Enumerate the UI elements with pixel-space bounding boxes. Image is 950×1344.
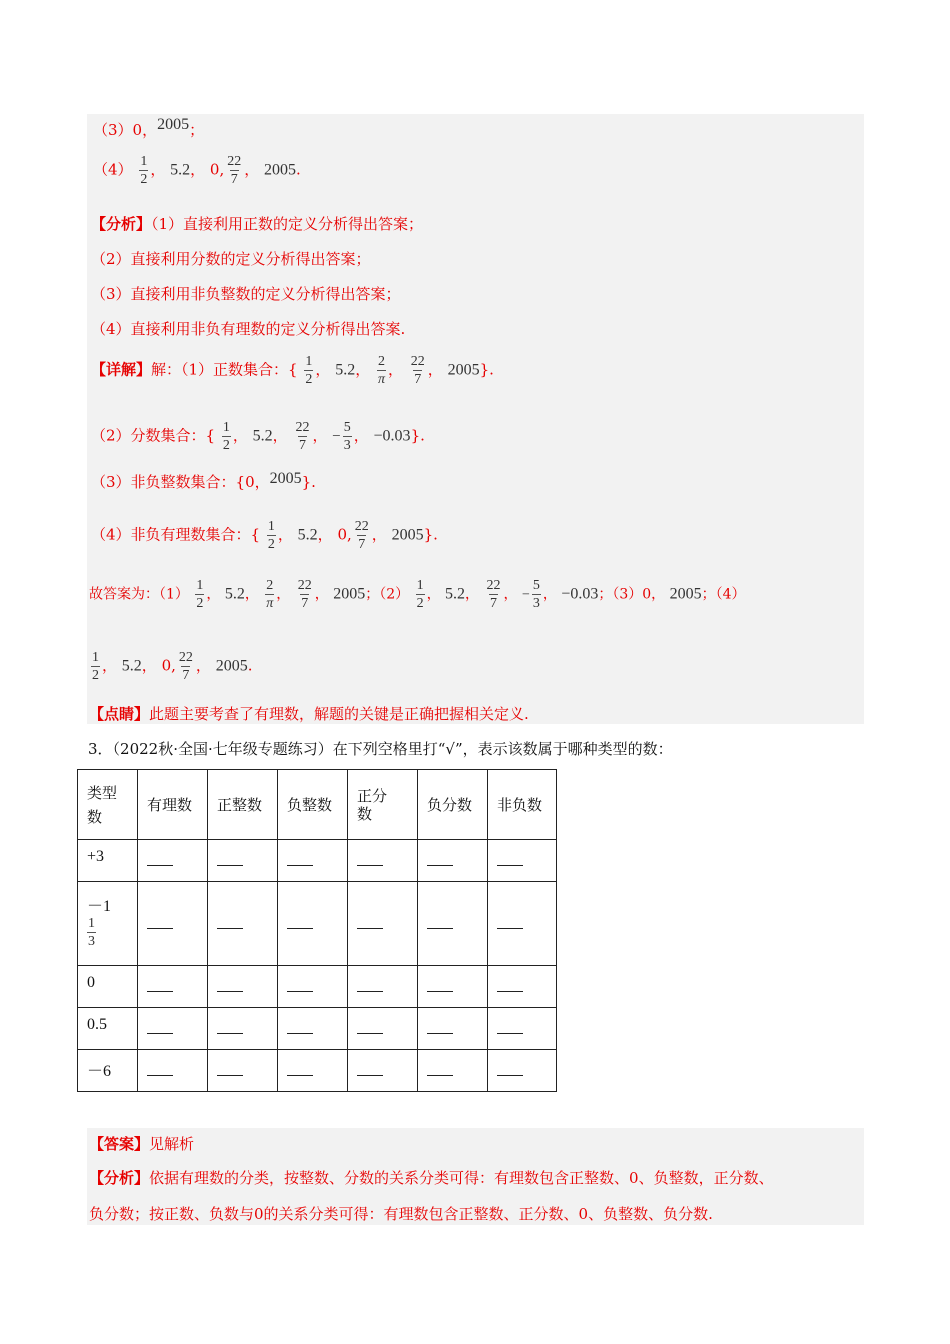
header-text: 数 [357, 804, 373, 823]
table-row [78, 966, 557, 1008]
fraction [297, 578, 313, 611]
answer-blank[interactable] [138, 966, 208, 1008]
answer-blank[interactable] [208, 1050, 278, 1092]
blank-line [287, 1065, 313, 1076]
corner-cell [78, 770, 138, 840]
text: （3）0， [93, 121, 158, 139]
numerator: 1 [88, 916, 95, 931]
denominator: π [266, 596, 274, 611]
blank-line [217, 855, 243, 866]
denominator: 2 [140, 172, 148, 187]
answer-blank[interactable] [488, 882, 557, 966]
value: 2005 [269, 470, 302, 487]
numerator: 22 [354, 519, 369, 534]
denominator: 7 [298, 438, 306, 453]
denominator: 2 [196, 596, 204, 611]
header-text: 正分 [357, 786, 388, 805]
denominator: 7 [358, 537, 366, 552]
comma: ， [317, 525, 333, 544]
fraction [222, 420, 231, 453]
comma: ， [315, 360, 331, 379]
text: ；（3）0， [598, 586, 666, 603]
answer-blank[interactable] [208, 840, 278, 882]
blank-line [497, 855, 523, 866]
blank-line [287, 981, 313, 992]
answer-line-3 [93, 116, 205, 141]
answer-blank[interactable] [418, 882, 488, 966]
final-answer-line-cont [89, 650, 252, 683]
question-3-text: 3．（2022秋·全国·七年级专题练习）在下列空格里打“√”，表示该数属于哪种类型的数： [88, 740, 673, 758]
fraction [267, 519, 276, 552]
table-row [78, 1008, 557, 1050]
header-rational: 有理数 [138, 770, 208, 840]
answer-blank[interactable] [138, 882, 208, 966]
value: 5.2 [335, 361, 356, 379]
comma: ， [312, 426, 328, 445]
text: ；（2） [365, 586, 410, 603]
answer-blank[interactable] [278, 966, 348, 1008]
answer-panel [87, 1128, 864, 1225]
text: （2）直接利用分数的定义分析得出答案； [91, 250, 371, 268]
comma: ， [353, 426, 369, 445]
answer-blank[interactable] [348, 840, 418, 882]
detail-line-3 [91, 472, 316, 493]
text: （1）直接利用正数的定义分析得出答案； [151, 215, 424, 233]
analysis-tag: 【分析】 [91, 215, 152, 233]
numerator: 2 [266, 578, 274, 593]
blank-line [497, 1023, 523, 1034]
value: 0, [161, 656, 176, 675]
comma: ， [276, 586, 291, 603]
denominator: 7 [301, 596, 309, 611]
blank-line [357, 1023, 383, 1034]
answer-blank[interactable] [278, 840, 348, 882]
comma: ， [206, 586, 221, 603]
comma: ， [426, 586, 441, 603]
blank-line [427, 981, 453, 992]
blank-line [497, 918, 523, 929]
blank-line [427, 1065, 453, 1076]
set-close: }. [423, 525, 438, 544]
text: （4）直接利用非负有理数的定义分析得出答案. [91, 320, 406, 338]
value: −0.03 [561, 585, 599, 603]
fraction [139, 154, 148, 187]
answer-blank[interactable] [278, 1050, 348, 1092]
value: 2005 [215, 657, 248, 675]
denominator: 2 [92, 668, 99, 683]
text: （2）分数集合：{ [91, 426, 216, 445]
comma: ， [277, 525, 293, 544]
answer-blank[interactable] [488, 1050, 557, 1092]
comma: ， [195, 656, 211, 675]
numerator: 2 [377, 354, 385, 369]
value: 2005 [669, 585, 702, 603]
denominator: 2 [222, 438, 230, 453]
numerator: 1 [196, 578, 204, 593]
answer-blank[interactable] [488, 840, 557, 882]
numerator: 5 [532, 578, 540, 593]
set-close: }. [479, 360, 494, 379]
numerator: 22 [410, 354, 425, 369]
detail-line-4 [91, 519, 438, 552]
answer-line [89, 1134, 194, 1154]
answer-blank[interactable] [488, 966, 557, 1008]
set-close: }. [301, 473, 316, 491]
answer-blank[interactable] [348, 1008, 418, 1050]
comment-line [89, 704, 529, 724]
value: −0.03 [373, 427, 411, 445]
comma: ， [465, 586, 480, 603]
fraction [354, 519, 370, 552]
numerator: 1 [267, 519, 275, 534]
text: （4）非负有理数集合：{ [91, 525, 261, 544]
comma: ， [355, 360, 371, 379]
blank-line [287, 855, 313, 866]
minus-sign: − [332, 428, 341, 445]
corner-bottom: 数 [87, 807, 103, 826]
period: . [247, 656, 253, 675]
comma: ， [244, 160, 260, 179]
denominator: 3 [343, 438, 351, 453]
text: 负分数；按正数、负数与0的关系分类可得：有理数包含正整数、正分数、0、负整数、负分数. [89, 1205, 713, 1223]
fraction [195, 578, 204, 611]
comment-tag: 【点睛】 [89, 705, 150, 723]
fraction [410, 354, 426, 387]
value: 0, [337, 525, 352, 544]
fraction [87, 916, 96, 949]
table-row [78, 882, 557, 966]
blank-line [357, 1065, 383, 1076]
denominator: 3 [88, 934, 95, 949]
detail-tag: 【详解】 [91, 360, 152, 379]
fraction [265, 578, 274, 611]
blank-line [357, 981, 383, 992]
value: 2005 [157, 116, 190, 133]
answer-blank[interactable] [138, 1008, 208, 1050]
numerator: 5 [343, 420, 351, 435]
comma: ， [542, 586, 557, 603]
mixed-whole: －1 [87, 898, 112, 915]
answer-blank[interactable] [488, 1008, 557, 1050]
answer-tag: 【答案】 [89, 1135, 150, 1153]
analysis-line-3 [91, 284, 401, 304]
answer-blank[interactable] [418, 1008, 488, 1050]
blank-line [287, 918, 313, 929]
blank-line [427, 1023, 453, 1034]
value: 5.2 [121, 657, 142, 675]
fraction [294, 420, 310, 453]
blank-line [147, 981, 173, 992]
comma: ， [503, 586, 518, 603]
answer-blank[interactable] [208, 1008, 278, 1050]
corner-top: 类型 [87, 783, 118, 802]
numerator: 1 [222, 420, 230, 435]
text: 故答案为：（1） [89, 586, 189, 603]
analysis-line-4 [91, 319, 405, 339]
answer-blank[interactable] [138, 840, 208, 882]
table-row [78, 1050, 557, 1092]
text: 解：（1）正数集合：{ [151, 360, 298, 379]
blank-line [357, 918, 383, 929]
blank-line [147, 918, 173, 929]
blank-line [427, 855, 453, 866]
blank-line [497, 1065, 523, 1076]
blank-line [147, 1023, 173, 1034]
denominator: 7 [489, 596, 497, 611]
blank-line [217, 1065, 243, 1076]
minus-sign: − [521, 587, 530, 603]
comma: ， [388, 360, 404, 379]
blank-line [217, 918, 243, 929]
comma: ， [371, 525, 387, 544]
text: 依据有理数的分类，按整数、分数的关系分类可得：有理数包含正整数、0、负整数，正分数、 [149, 1169, 774, 1187]
fraction [304, 354, 313, 387]
comma: ， [232, 426, 248, 445]
comma: ， [102, 656, 118, 675]
value: 2005 [447, 361, 480, 379]
final-answer-line [89, 578, 746, 611]
header-negative-fraction: 负分数 [418, 770, 488, 840]
blank-line [147, 855, 173, 866]
denominator: 7 [230, 172, 238, 187]
answer-blank[interactable] [418, 840, 488, 882]
header-non-negative: 非负数 [488, 770, 557, 840]
comma: ， [272, 426, 288, 445]
blank-line [497, 981, 523, 992]
header-positive-integer: 正整数 [208, 770, 278, 840]
solution-panel [87, 114, 864, 724]
text: （3）直接利用非负整数的定义分析得出答案； [91, 285, 401, 303]
text: 此题主要考查了有理数，解题的关键是正确把握相关定义. [149, 705, 529, 723]
analysis-line-2 [91, 249, 371, 269]
row-label [78, 882, 138, 966]
blank-line [217, 1023, 243, 1034]
answer-blank[interactable] [278, 1008, 348, 1050]
value: 5.2 [252, 427, 273, 445]
answer-blank[interactable] [418, 966, 488, 1008]
numerator: 22 [295, 420, 310, 435]
fraction [91, 650, 100, 683]
text: ；（4） [701, 586, 746, 603]
text: 见解析 [149, 1135, 195, 1153]
classification-table [77, 769, 557, 1092]
answer-blank[interactable] [208, 966, 278, 1008]
numerator: 1 [305, 354, 313, 369]
detail-line-2 [91, 420, 425, 453]
analysis-tag: 【分析】 [89, 1169, 150, 1187]
period: . [296, 160, 301, 179]
table-row [78, 840, 557, 882]
answer-analysis-line-2 [89, 1204, 713, 1224]
fraction [532, 578, 541, 611]
value: 0, [209, 160, 225, 179]
comma: ， [314, 586, 329, 603]
denominator: 7 [182, 668, 190, 683]
answer-analysis-line-1 [89, 1168, 774, 1188]
set-close: }. [410, 426, 425, 445]
numerator: 22 [297, 578, 312, 593]
text: （4） [93, 160, 133, 179]
answer-blank[interactable] [278, 882, 348, 966]
fraction [226, 154, 242, 187]
row-label: 0.5 [78, 1008, 138, 1050]
header-negative-integer: 负整数 [278, 770, 348, 840]
blank-line [427, 918, 453, 929]
comma: ， [244, 586, 259, 603]
blank-line [217, 981, 243, 992]
detail-line-1 [91, 354, 494, 387]
denominator: π [377, 372, 385, 387]
row-label: －6 [78, 1050, 138, 1092]
text: （3）非负整数集合：{0， [91, 473, 270, 491]
answer-blank[interactable] [418, 1050, 488, 1092]
answer-blank[interactable] [208, 882, 278, 966]
fraction [377, 354, 386, 387]
value: 2005 [391, 526, 424, 544]
numerator: 22 [486, 578, 501, 593]
blank-line [357, 855, 383, 866]
comma: ， [190, 160, 206, 179]
comma: ， [427, 360, 443, 379]
value: 2005 [264, 161, 297, 179]
numerator: 1 [92, 650, 99, 665]
answer-blank[interactable] [348, 966, 418, 1008]
blank-line [287, 1023, 313, 1034]
analysis-line-1 [91, 214, 423, 234]
row-label: 0 [78, 966, 138, 1008]
fraction [485, 578, 501, 611]
numerator: 22 [178, 650, 193, 665]
fraction [343, 420, 352, 453]
numerator: 1 [140, 154, 148, 169]
value: 5.2 [224, 585, 245, 603]
answer-line-4 [93, 154, 301, 187]
denominator: 7 [414, 372, 422, 387]
fraction [416, 578, 425, 611]
value: 5.2 [170, 161, 191, 179]
blank-line [147, 1065, 173, 1076]
row-label: +3 [78, 840, 138, 882]
answer-blank[interactable] [348, 1050, 418, 1092]
comma: ， [150, 160, 166, 179]
numerator: 1 [416, 578, 424, 593]
fraction [178, 650, 194, 683]
denominator: 2 [267, 537, 275, 552]
text: ； [189, 121, 205, 139]
comma: ， [141, 656, 157, 675]
value: 5.2 [445, 585, 466, 603]
value: 5.2 [297, 526, 318, 544]
answer-blank[interactable] [348, 882, 418, 966]
numerator: 22 [227, 154, 242, 169]
denominator: 2 [416, 596, 424, 611]
value: 2005 [333, 585, 366, 603]
denominator: 3 [532, 596, 540, 611]
answer-blank[interactable] [138, 1050, 208, 1092]
header-positive-fraction [348, 770, 418, 840]
denominator: 2 [305, 372, 313, 387]
